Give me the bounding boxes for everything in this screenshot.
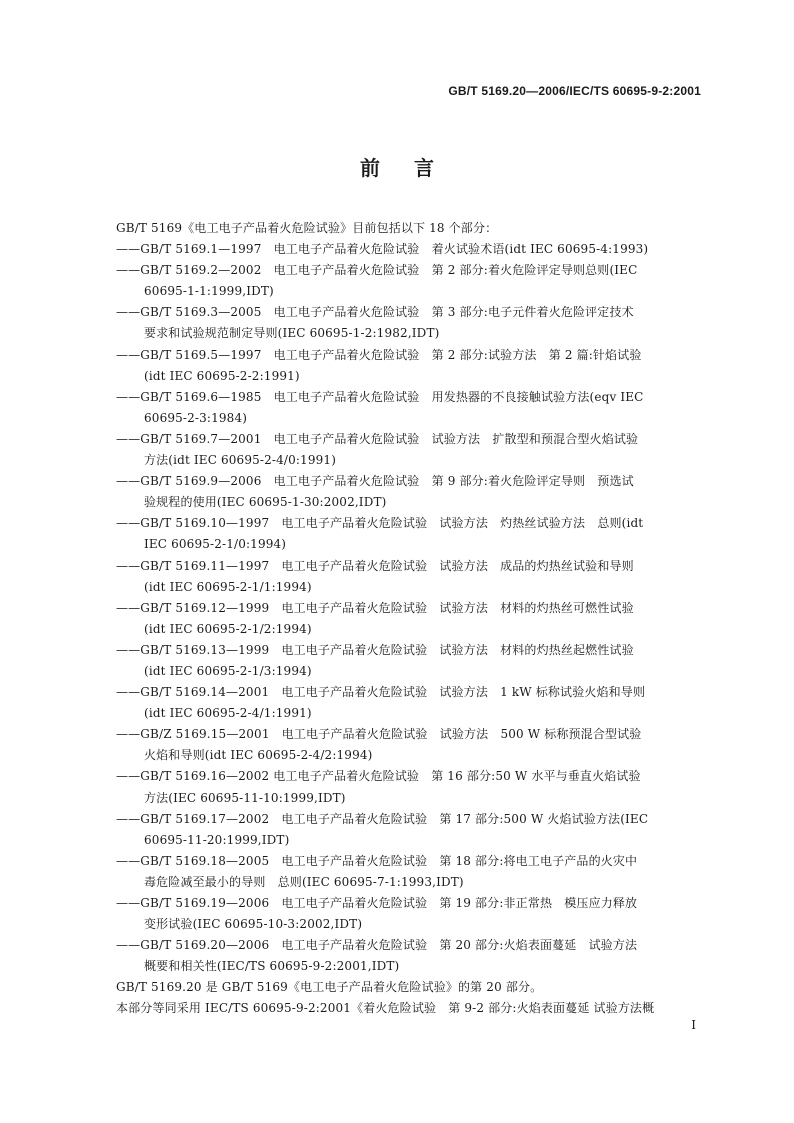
list-item-continuation: (idt IEC 60695-2-2:1991) <box>144 368 300 383</box>
list-item-continuation: (idt IEC 60695-2-1/1:1994) <box>144 579 312 594</box>
closing-line: GB/T 5169.20 是 GB/T 5169《电工电子产品着火危险试验》的第 20 部分。 <box>116 980 543 995</box>
list-item-continuation: 毒危险减至最小的导则 总则(IEC 60695-7-1:1993,IDT) <box>144 874 464 889</box>
list-item: ——GB/T 5169.11—1997 电工电子产品着火危险试验 试验方法 成品的灼热丝试验和导则 <box>116 558 634 573</box>
page-title: 前言 <box>360 156 468 180</box>
list-item: ——GB/T 5169.3—2005 电工电子产品着火危险试验 第 3 部分:电子元件着火危险评定技术 <box>116 305 634 320</box>
list-item: ——GB/T 5169.7—2001 电工电子产品着火危险试验 试验方法 扩散型和预混合型火焰试验 <box>116 431 639 446</box>
list-item: ——GB/T 5169.20—2006 电工电子产品着火危险试验 第 20 部分:火焰表面蔓延 试验方法 <box>116 938 638 953</box>
list-item-continuation: 60695-2-3:1984) <box>144 410 248 425</box>
list-item-continuation: 火焰和导则(idt IEC 60695-2-4/2:1994) <box>144 748 373 763</box>
list-item-continuation: 方法(idt IEC 60695-2-4/0:1991) <box>144 453 337 468</box>
standards-list <box>116 239 704 977</box>
list-item: ——GB/T 5169.6—1985 电工电子产品着火危险试验 用发热器的不良接触试验方法(eqv IEC <box>116 389 644 404</box>
list-item-continuation: 变形试验(IEC 60695-10-3:2002,IDT) <box>144 917 363 932</box>
list-item: ——GB/Z 5169.15—2001 电工电子产品着火危险试验 试验方法 500 W 标称预混合型试验 <box>116 727 642 742</box>
list-item-continuation: 60695-1-1:1999,IDT) <box>144 284 274 299</box>
list-item: ——GB/T 5169.18—2005 电工电子产品着火危险试验 第 18 部分:将电工电子产品的火灾中 <box>116 853 638 868</box>
list-item-continuation: 概要和相关性(IEC/TS 60695-9-2:2001,IDT) <box>144 959 400 974</box>
foreword-body <box>116 218 704 1020</box>
list-item-continuation: (idt IEC 60695-2-1/3:1994) <box>144 663 312 678</box>
list-item-continuation: (idt IEC 60695-2-4/1:1991) <box>144 706 312 721</box>
list-item: ——GB/T 5169.16—2002 电工电子产品着火危险试验 第 16 部分:50 W 水平与垂直火焰试验 <box>116 769 641 784</box>
list-item-continuation: 验规程的使用(IEC 60695-1-30:2002,IDT) <box>144 495 387 510</box>
page-number: I <box>691 1018 696 1032</box>
list-item: ——GB/T 5169.19—2006 电工电子产品着火危险试验 第 19 部分:非正常热 模压应力释放 <box>116 896 638 910</box>
list-item: ——GB/T 5169.5—1997 电工电子产品着火危险试验 第 2 部分:试验方法 第 2 篇:针焰试验 <box>116 347 642 362</box>
list-item-continuation: IEC 60695-2-1/0:1994) <box>144 537 287 552</box>
list-item: ——GB/T 5169.1—1997 电工电子产品着火危险试验 着火试验术语(idt IEC 60695-4:1993) <box>116 242 649 257</box>
list-item: ——GB/T 5169.13—1999 电工电子产品着火危险试验 试验方法 材料的灼热丝起燃性试验 <box>116 642 634 657</box>
list-item-continuation: 要求和试验规范制定导则(IEC 60695-1-2:1982,IDT) <box>144 326 440 341</box>
list-item-continuation: 方法(IEC 60695-11-10:1999,IDT) <box>144 790 346 805</box>
list-item: ——GB/T 5169.14—2001 电工电子产品着火危险试验 试验方法 1 kW 标称试验火焰和导则 <box>116 685 646 700</box>
standard-code: GB/T 5169.20—2006/IEC/TS 60695-9-2:2001 <box>448 84 701 98</box>
intro-line: GB/T 5169《电工电子产品着火危险试验》目前包括以下 18 个部分： <box>116 221 498 235</box>
list-item: ——GB/T 5169.12—1999 电工电子产品着火危险试验 试验方法 材料的灼热丝可燃性试验 <box>116 600 634 615</box>
list-item-continuation: (idt IEC 60695-2-1/2:1994) <box>144 621 312 636</box>
closing-line: 本部分等同采用 IEC/TS 60695-9-2:2001《着火危险试验 第 9-2 部分:火焰表面蔓延 试验方法概 <box>116 1001 655 1016</box>
list-item: ——GB/T 5169.2—2002 电工电子产品着火危险试验 第 2 部分:着火危险评定导则总则(IEC <box>116 263 638 278</box>
list-item: ——GB/T 5169.17—2002 电工电子产品着火危险试验 第 17 部分:500 W 火焰试验方法(IEC <box>116 811 649 826</box>
list-item-continuation: 60695-11-20:1999,IDT) <box>144 832 290 847</box>
list-item: ——GB/T 5169.10—1997 电工电子产品着火危险试验 试验方法 灼热丝试验方法 总则(idt <box>116 516 644 531</box>
list-item: ——GB/T 5169.9—2006 电工电子产品着火危险试验 第 9 部分:着火危险评定导则 预选试 <box>116 474 634 489</box>
